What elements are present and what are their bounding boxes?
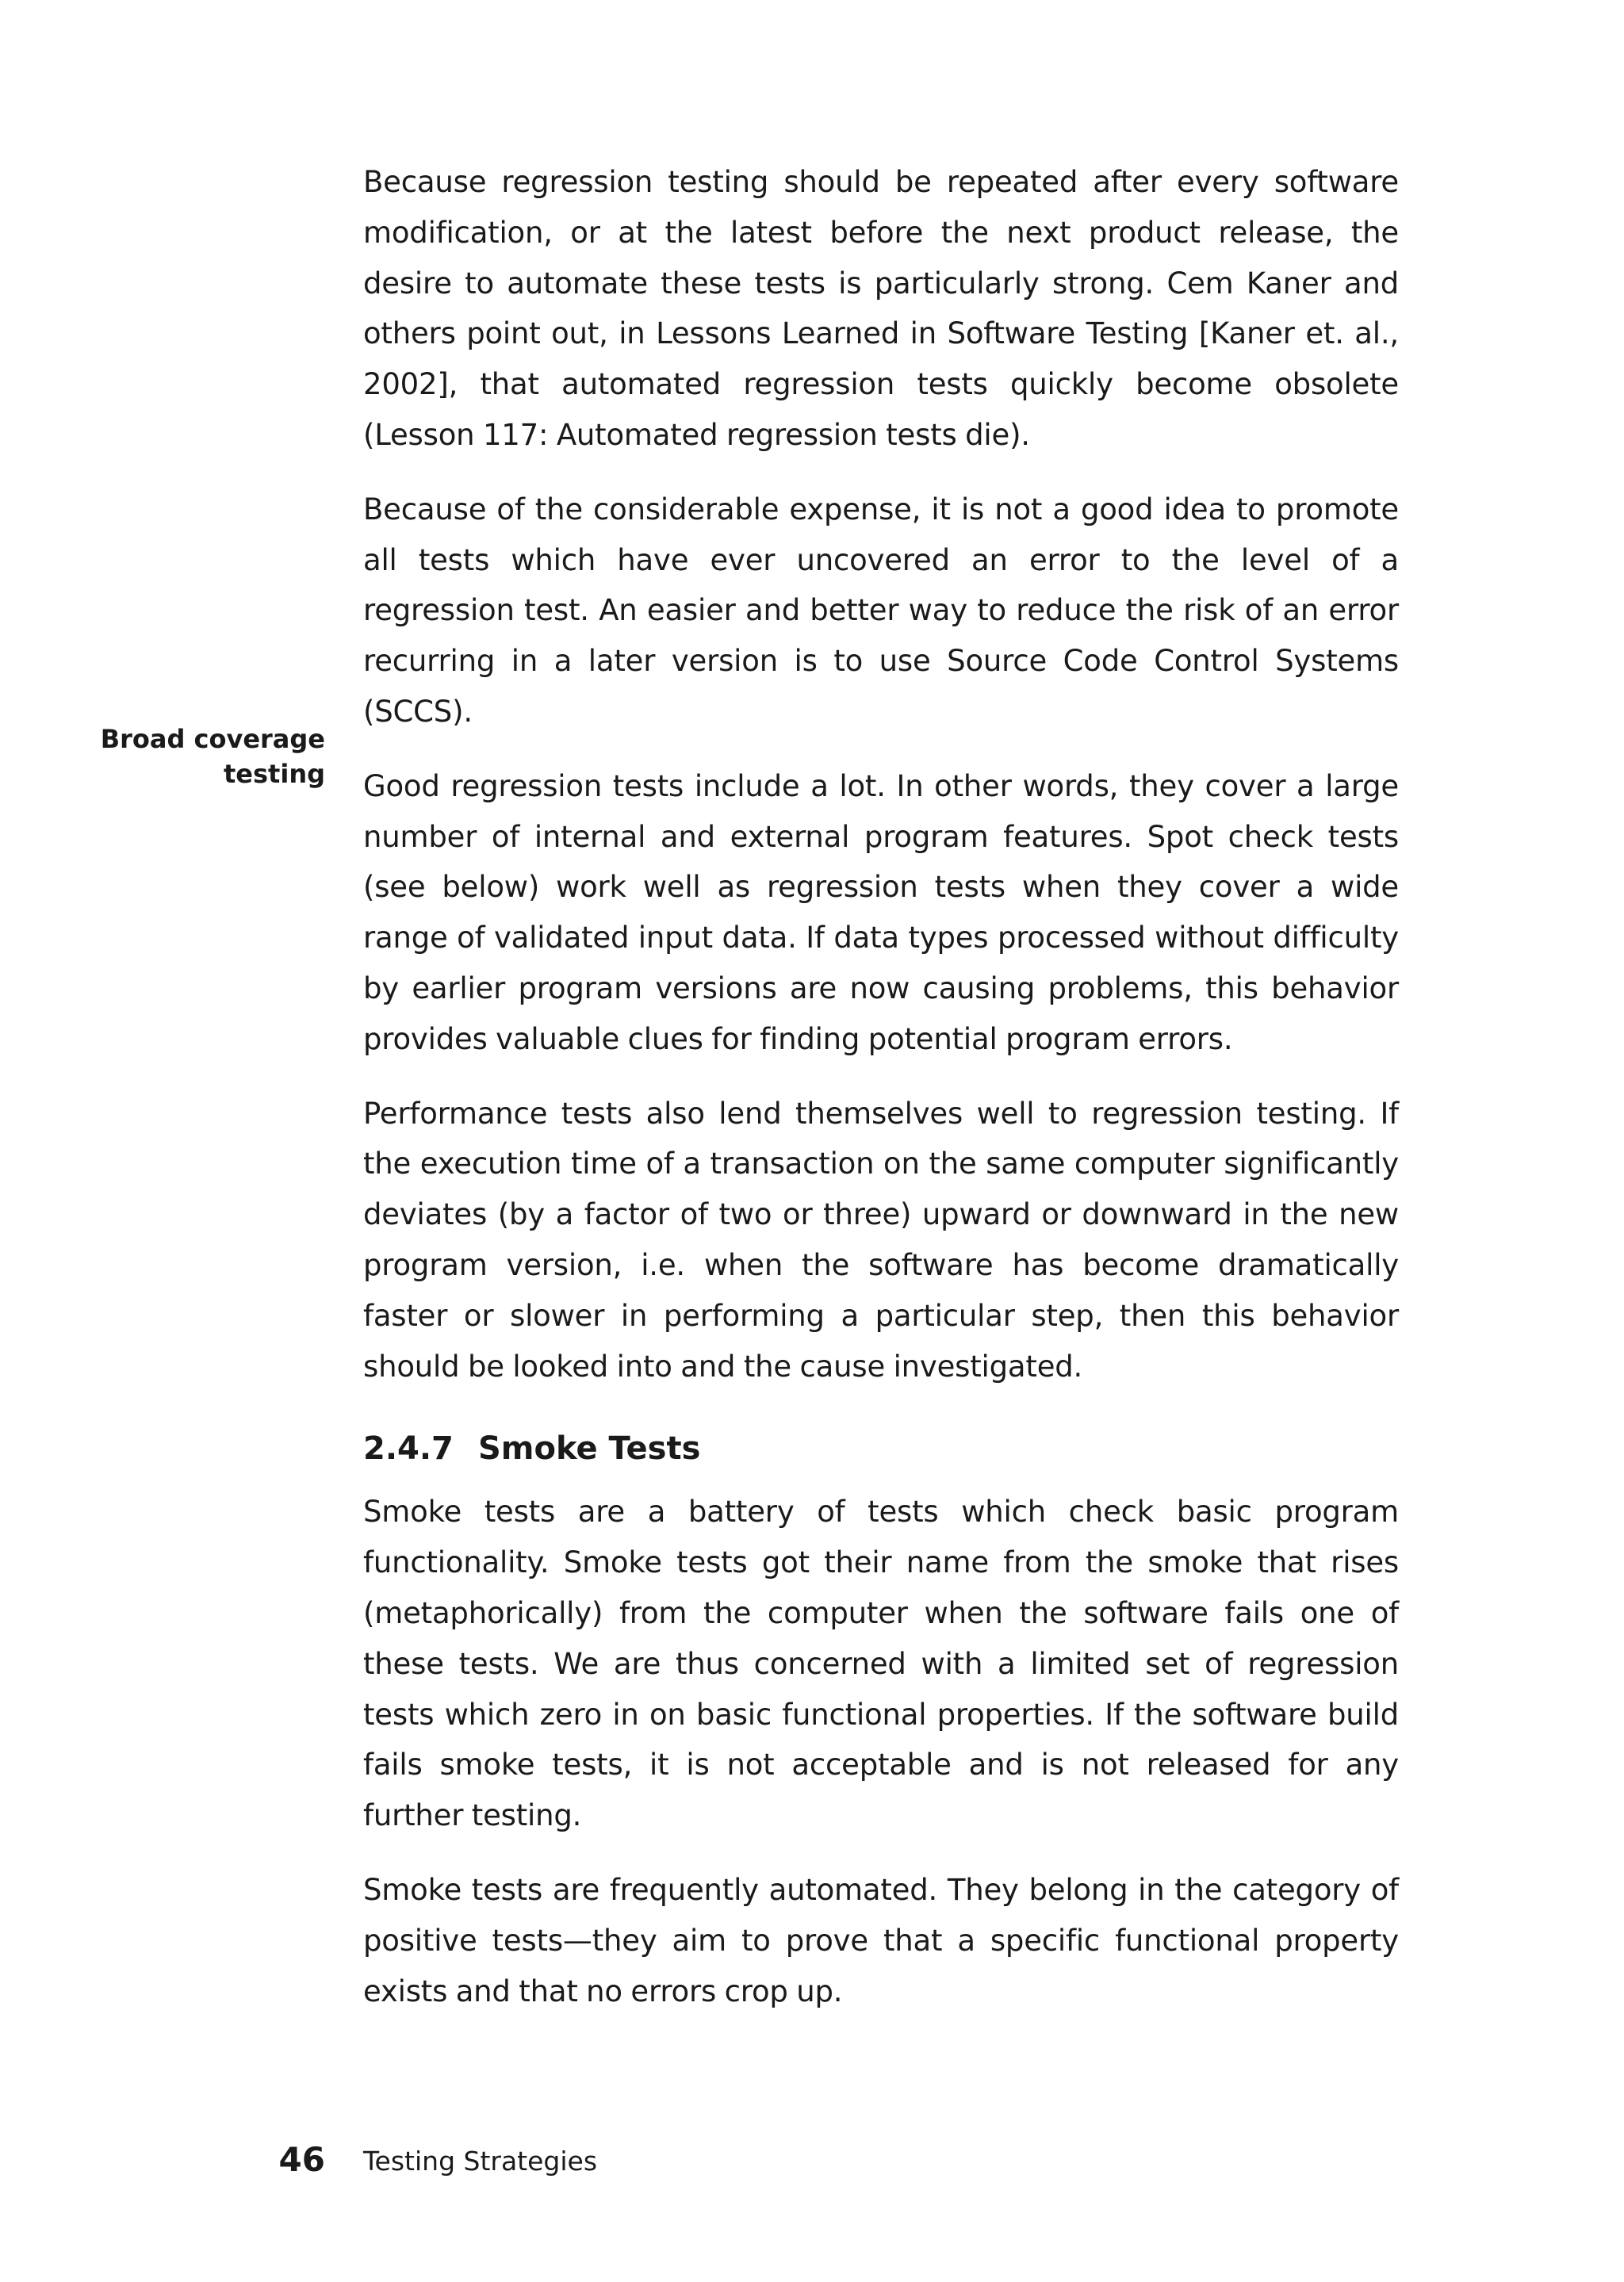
page-footer bbox=[0, 2138, 1624, 2185]
paragraph-broad-coverage: Good regression tests include a lot. In other words, they cover a large number of internal and external program features. Spot check tests (see below) work well as regression tests when they cover a wide range of validated input data. If data types processed without difficulty by earlier program versions are now causing problems, this behavior provides valuable clues for finding potential program errors. bbox=[363, 768, 1399, 1056]
running-title: Testing Strategies bbox=[363, 2146, 598, 2177]
section-number: 2.4.7 bbox=[363, 1430, 454, 1468]
section-title: Smoke Tests bbox=[478, 1430, 701, 1468]
page-number: 46 bbox=[278, 2140, 325, 2179]
margin-note: Broad coverage testing bbox=[100, 724, 325, 789]
paragraph-regression-automation: Because regression testing should be repeated after every software modification, or at the latest before the next product release, the desire to automate these tests is particularly strong. Cem Kaner and others point out, in Lessons Learned in Software Testing [Kaner et. al., 2002], that automated regression tests quickly become obsolete (Lesson 117: Automated regression tests die). bbox=[363, 165, 1399, 452]
paragraph-regression-expense: Because of the considerable expense, it is not a good idea to promote all tests which have ever uncovered an error to the level of a regression test. An easier and better way to reduce the risk of an error recurring in a later version is to use Source Code Control Systems (SCCS). bbox=[363, 492, 1399, 729]
main-text-column bbox=[363, 157, 1399, 2040]
paragraph-smoke-automation: Smoke tests are frequently automated. They belong in the category of positive tests—they aim to prove that a specific functional property exists and that no errors crop up. bbox=[363, 1872, 1399, 2008]
paragraph-smoke-definition: Smoke tests are a battery of tests which check basic program functionality. Smoke tests got their name from the smoke that rises (metaphorically) from the computer when the software fails one of these tests. We are thus concerned with a limited set of regression tests which zero in on basic functional properties. If the software build fails smoke tests, it is not acceptable and is not released for any further testing. bbox=[363, 1495, 1399, 1833]
section-heading bbox=[363, 1425, 1399, 1472]
paragraph-performance-tests: Performance tests also lend themselves well to regression testing. If the execution time of a transaction on the same computer significantly deviates (by a factor of two or three) upward or downward in the new program version, i.e. when the software has become dramatically faster or slower in performing a particular step, then this behavior should be looked into and the cause investigated. bbox=[363, 1096, 1399, 1384]
